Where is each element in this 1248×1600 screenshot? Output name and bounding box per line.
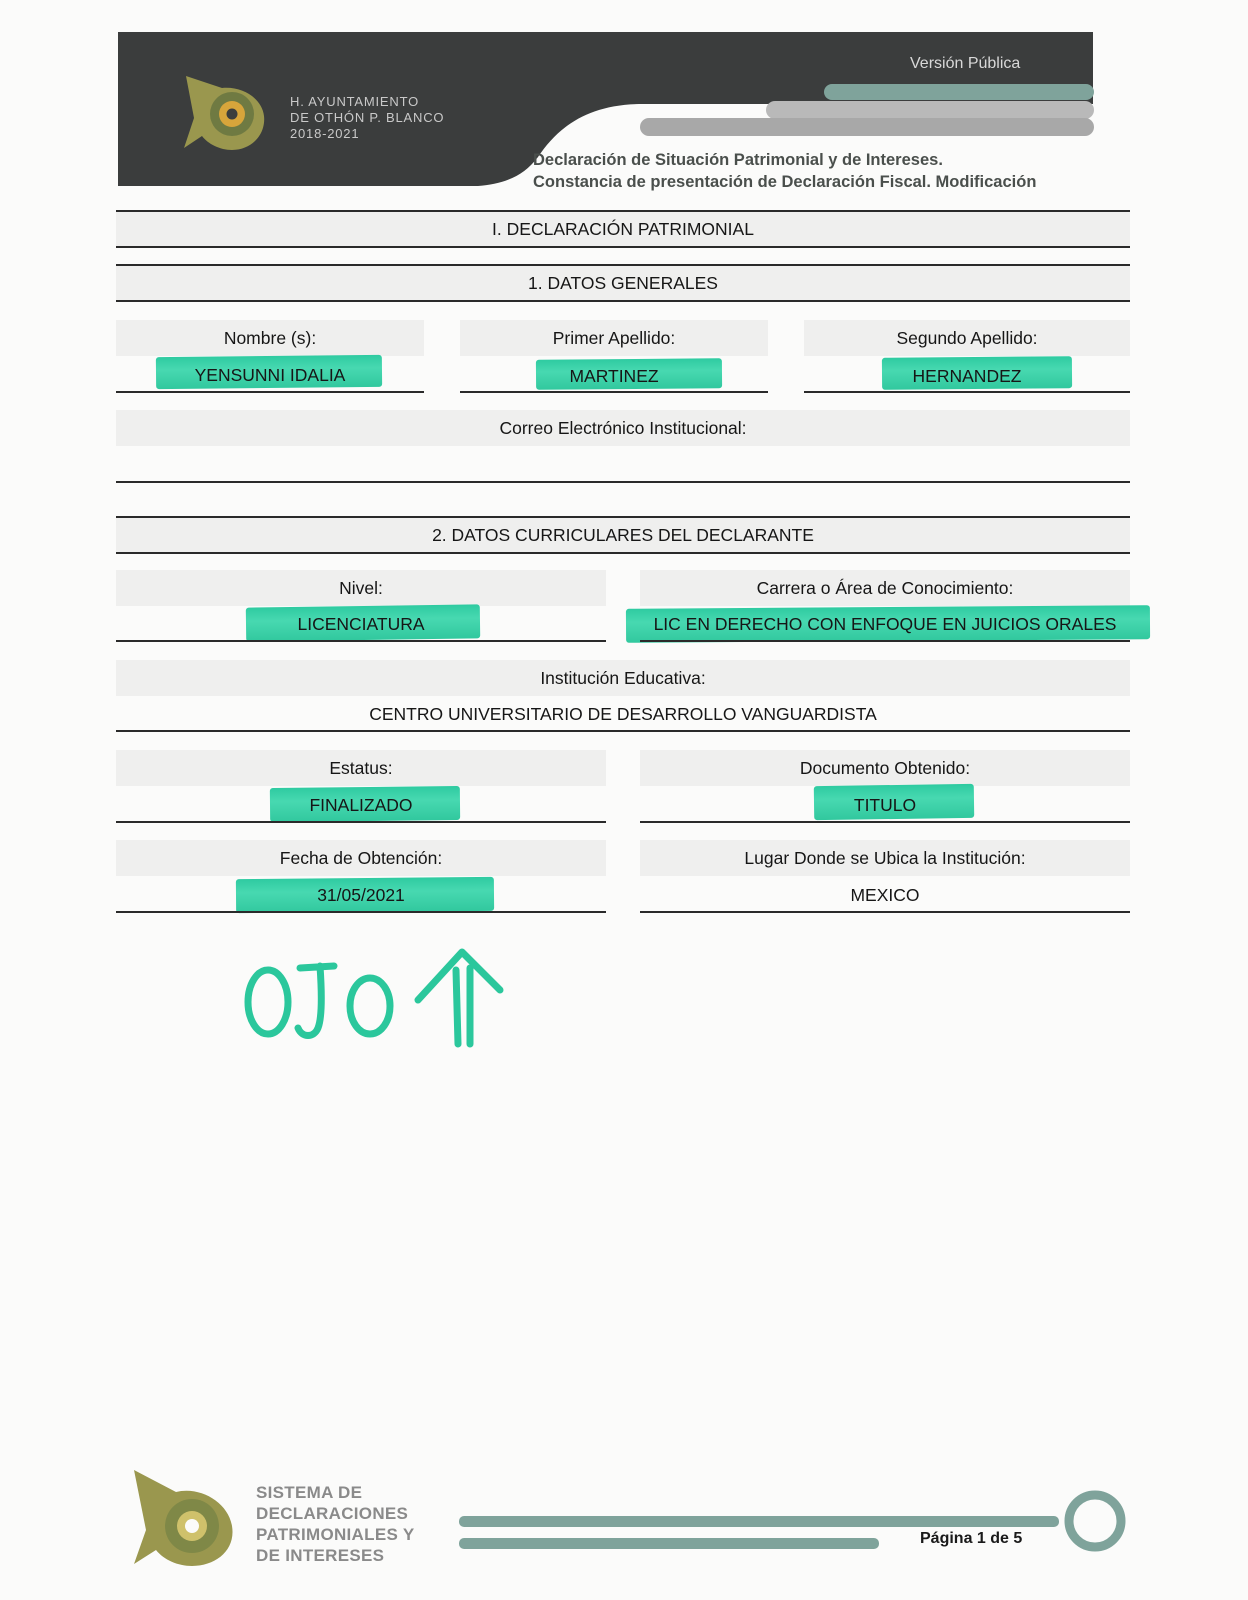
section-datos-generales: 1. DATOS GENERALES <box>116 264 1130 302</box>
institucion-value: CENTRO UNIVERSITARIO DE DESARROLLO VANGUARDISTA <box>369 704 877 724</box>
underline <box>640 911 1130 913</box>
org-line: 2018-2021 <box>290 126 360 141</box>
carrera-label: Carrera o Área de Conocimiento: <box>640 570 1130 606</box>
sistema-line: PATRIMONIALES Y <box>256 1525 415 1544</box>
sistema-line: SISTEMA DE <box>256 1483 363 1502</box>
sistema-line: DECLARACIONES <box>256 1504 409 1523</box>
nombre-label: Nombre (s): <box>116 320 424 356</box>
fecha-value: 31/05/2021 <box>317 885 405 905</box>
section-declaracion-patrimonial: I. DECLARACIÓN PATRIMONIAL <box>116 210 1130 248</box>
municipal-logo <box>182 72 272 152</box>
lugar-label: Lugar Donde se Ubica la Institución: <box>640 840 1130 876</box>
estatus-label: Estatus: <box>116 750 606 786</box>
version-label: Versión Pública <box>910 55 1021 72</box>
underline <box>804 391 1130 393</box>
underline <box>116 911 606 913</box>
institucion-label: Institución Educativa: <box>116 660 1130 696</box>
underline <box>116 391 424 393</box>
title-line: Declaración de Situación Patrimonial y de Intereses. <box>533 151 943 169</box>
primer-apellido-label: Primer Apellido: <box>460 320 768 356</box>
underline <box>116 730 1130 732</box>
nivel-label: Nivel: <box>116 570 606 606</box>
lugar-value: MEXICO <box>850 885 920 905</box>
underline <box>640 821 1130 823</box>
page-header <box>118 32 1114 232</box>
organization-name <box>290 94 444 142</box>
documento-value: TITULO <box>853 795 917 815</box>
segundo-apellido-label: Segundo Apellido: <box>804 320 1130 356</box>
sistema-line: DE INTERESES <box>256 1546 385 1565</box>
primer-apellido-value: MARTINEZ <box>569 366 659 386</box>
estatus-value: FINALIZADO <box>309 795 413 815</box>
underline <box>116 821 606 823</box>
fecha-label: Fecha de Obtención: <box>116 840 606 876</box>
org-line: DE OTHÓN P. BLANCO <box>290 110 445 125</box>
title-line: Constancia de presentación de Declaración Fiscal. Modificación <box>533 173 1037 191</box>
document-title <box>533 149 1036 193</box>
underline <box>116 640 606 642</box>
underline <box>640 640 1130 642</box>
underline <box>460 391 768 393</box>
nivel-value: LICENCIATURA <box>297 614 425 634</box>
underline <box>116 481 1130 483</box>
carrera-value: LIC EN DERECHO CON ENFOQUE EN JUICIOS ORALES <box>653 614 1117 634</box>
nombre-value: YENSUNNI IDALIA <box>194 365 346 385</box>
page-number: Página 1 de 5 <box>920 1530 1023 1547</box>
handwritten-ojo-arrow <box>238 940 518 1050</box>
section-datos-curriculares: 2. DATOS CURRICULARES DEL DECLARANTE <box>116 516 1130 554</box>
documento-label: Documento Obtenido: <box>640 750 1130 786</box>
sistema-name <box>256 1482 414 1566</box>
org-line: H. AYUNTAMIENTO <box>290 94 420 109</box>
sistema-logo <box>128 1468 238 1566</box>
footer-decoration <box>455 1482 1135 1572</box>
correo-label: Correo Electrónico Institucional: <box>116 410 1130 446</box>
segundo-apellido-value: HERNANDEZ <box>912 366 1022 386</box>
